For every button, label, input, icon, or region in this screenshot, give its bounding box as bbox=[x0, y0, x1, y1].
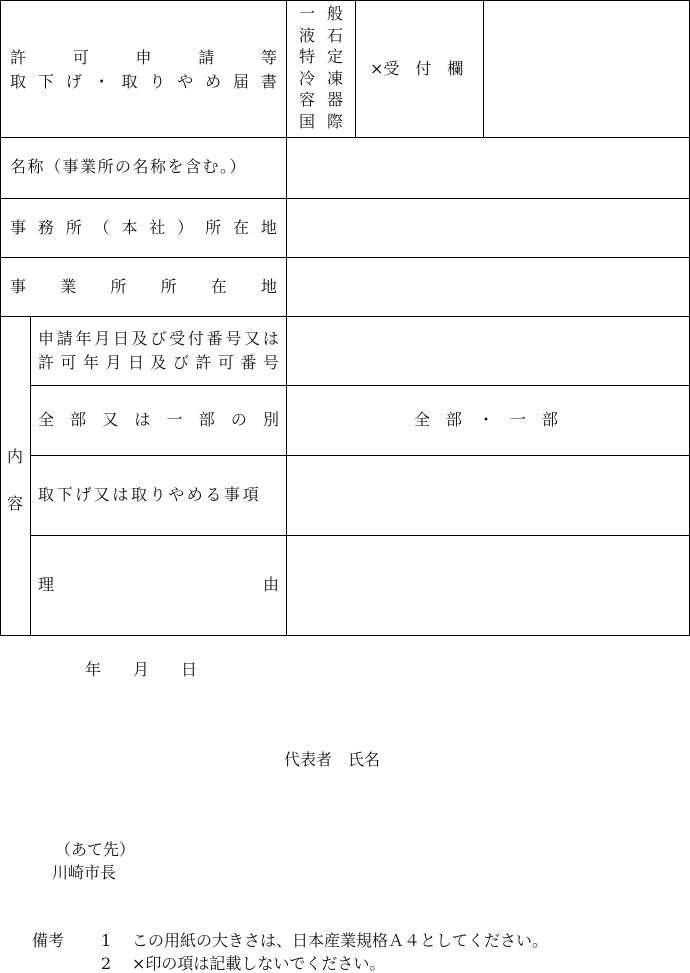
title-cell bbox=[0, 0, 287, 138]
note-2-number: 2 bbox=[101, 954, 112, 973]
application-label-line2: 許 可 年 月 日 及 び 許 可 番 号 bbox=[38, 353, 279, 372]
addressee-label: （あて先） bbox=[55, 840, 136, 859]
representative-name: 代表者 氏名 bbox=[284, 750, 381, 769]
content-label-char-2: 容 bbox=[7, 494, 24, 513]
matter-field[interactable] bbox=[286, 455, 690, 536]
application-number-field[interactable] bbox=[286, 316, 690, 386]
notes-label: 備考 bbox=[32, 931, 65, 950]
category-char: 凍 bbox=[326, 68, 343, 88]
permit-category-grid bbox=[293, 3, 349, 132]
note-1-number: 1 bbox=[101, 931, 112, 950]
category-char: 器 bbox=[326, 90, 343, 109]
reception-label: ×受 付 欄 bbox=[370, 59, 464, 78]
category-char: 定 bbox=[326, 47, 343, 66]
application-label-cell bbox=[30, 316, 287, 386]
content-label-char-1: 内 bbox=[7, 447, 24, 466]
note-2-text: ×印の項は記載しないでください。 bbox=[132, 954, 386, 973]
all-or-part-value: 全 部 ・ 一 部 bbox=[414, 410, 559, 429]
application-label-line1: 申 請 年 月 日 及 び 受 付 番 号 又 は bbox=[38, 329, 279, 348]
category-char: 国 bbox=[298, 111, 315, 131]
name-label: 名称（事業所の名称を含む。） bbox=[10, 157, 248, 176]
reason-label-cell bbox=[30, 535, 287, 636]
reason-field[interactable] bbox=[286, 535, 690, 636]
all-or-part-label: 全 部 又 は 一 部 の 別 bbox=[38, 410, 279, 429]
reason-label-left: 理 bbox=[38, 575, 55, 594]
site-address-field[interactable] bbox=[286, 257, 690, 317]
date-line: 年 月 日 bbox=[85, 660, 198, 679]
category-char: 際 bbox=[326, 111, 343, 131]
site-address-label: 事 業 所 所 在 地 bbox=[10, 277, 277, 296]
content-label-cell bbox=[0, 316, 31, 636]
category-char: 石 bbox=[326, 25, 343, 45]
category-char: 冷 bbox=[298, 68, 315, 88]
reason-label-right: 由 bbox=[263, 575, 280, 594]
category-char: 特 bbox=[298, 47, 315, 66]
matter-label: 取下げ又は取りやめる事項 bbox=[38, 485, 262, 504]
category-char: 液 bbox=[298, 25, 315, 45]
office-address-field[interactable] bbox=[286, 198, 690, 258]
category-char: 容 bbox=[298, 90, 315, 109]
office-address-label: 事 務 所 （ 本 社 ） 所 在 地 bbox=[10, 218, 277, 237]
category-char: 一 bbox=[298, 4, 315, 23]
form-title-line2: 取 下 げ ・ 取 り や め 届 書 bbox=[10, 72, 277, 91]
category-char: 般 bbox=[326, 4, 343, 23]
note-1-text: この用紙の大きさは、日本産業規格Ａ４としてください。 bbox=[132, 931, 549, 950]
form-title-line1: 許 可 申 請 等 bbox=[10, 48, 277, 67]
reception-blank-cell bbox=[483, 0, 690, 138]
addressee: 川崎市長 bbox=[52, 863, 117, 882]
name-field[interactable] bbox=[286, 137, 690, 199]
